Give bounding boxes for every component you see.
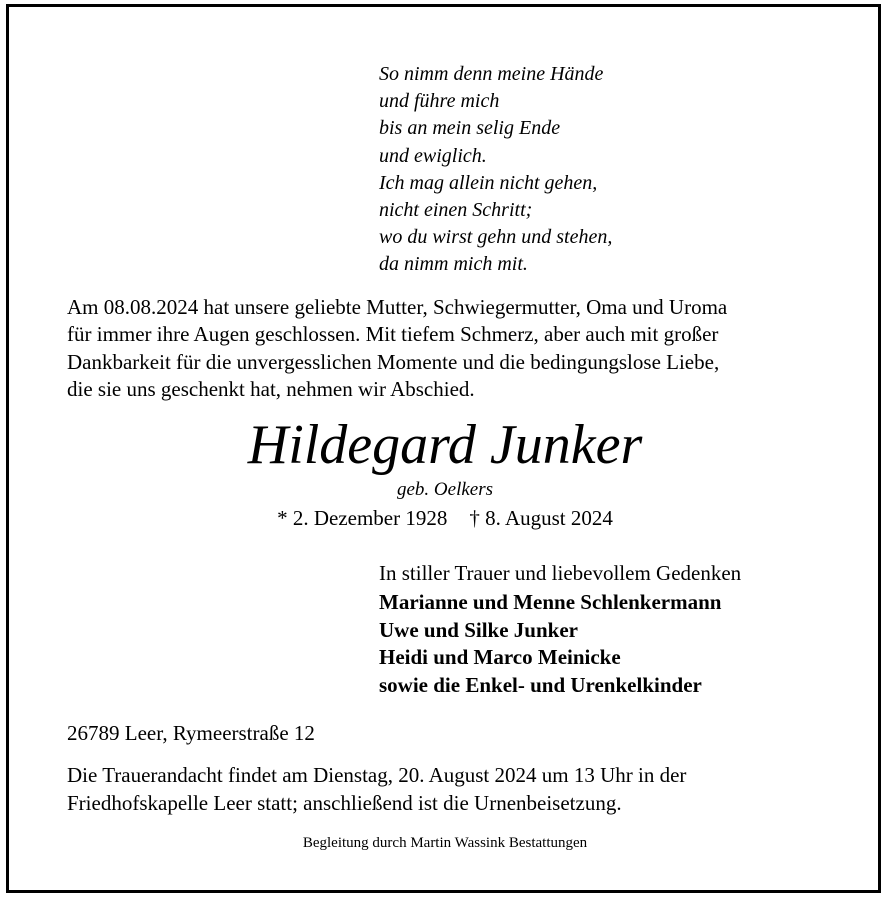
birth-date: * 2. Dezember 1928 <box>277 506 448 530</box>
intro-line: Dankbarkeit für die unvergesslichen Momente und die bedingungslose Liebe, <box>67 349 720 374</box>
mourner-name: sowie die Enkel- und Urenkelkinder <box>379 672 702 697</box>
mourners-block <box>379 559 741 699</box>
intro-line: Am 08.08.2024 hat unsere geliebte Mutter, Schwiegermutter, Oma und Uroma <box>67 295 728 319</box>
poem-line: da nimm mich mit. <box>379 253 528 276</box>
service-info <box>67 761 686 817</box>
poem-line: So nimm denn meine Hände <box>379 63 604 85</box>
maiden-name: geb. Oelkers <box>396 479 494 500</box>
poem-line: und ewiglich. <box>379 144 487 167</box>
undertaker-credit: Begleitung durch Martin Wassink Bestattungen <box>302 835 588 851</box>
mourners-lead: In stiller Trauer und liebevollem Gedenken <box>379 561 742 585</box>
death-date: † 8. August 2024 <box>469 506 613 530</box>
mourner-name: Heidi und Marco Meinicke <box>379 645 621 669</box>
intro-text <box>67 294 727 403</box>
intro-line: für immer ihre Augen geschlossen. Mit tiefem Schmerz, aber auch mit großer <box>67 322 719 347</box>
poem-line: wo du wirst gehn und stehen, <box>379 226 613 249</box>
life-dates <box>0 505 890 531</box>
poem-line: Ich mag allein nicht gehen, <box>379 171 598 194</box>
poem-line: bis an mein selig Ende <box>379 117 561 140</box>
deceased-name: Hildegard Junker <box>247 414 643 476</box>
service-line: Die Trauerandacht findet am Dienstag, 20. August 2024 um 13 Uhr in der <box>67 763 687 787</box>
poem-line: nicht einen Schritt; <box>379 199 533 222</box>
intro-line: die sie uns geschenkt hat, nehmen wir Abschied. <box>67 376 475 401</box>
mourner-name: Marianne und Menne Schlenkermann <box>379 590 722 614</box>
poem-line: und führe mich <box>379 90 500 113</box>
service-line: Friedhofskapelle Leer statt; anschließend ist die Urnenbeisetzung. <box>67 791 622 815</box>
poem <box>379 61 612 279</box>
address: 26789 Leer, Rymeerstraße 12 <box>67 721 315 745</box>
mourner-name: Uwe und Silke Junker <box>379 617 578 642</box>
mourners-names <box>379 589 741 699</box>
